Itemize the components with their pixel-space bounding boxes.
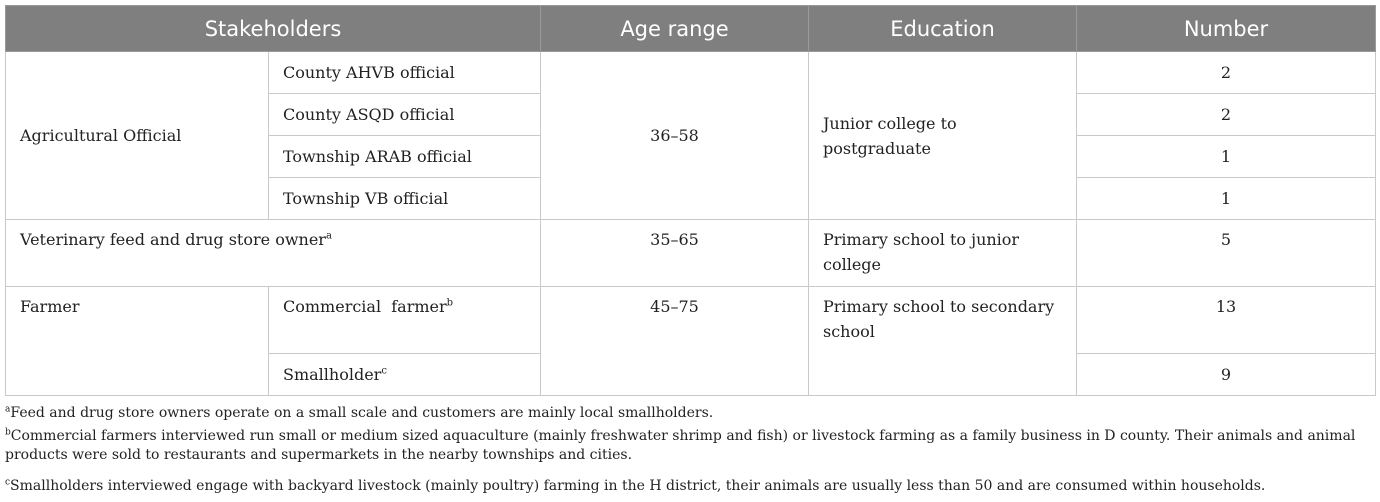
footnote-mark: b (5, 427, 11, 438)
footnote-mark: a (5, 404, 11, 415)
header-education: Education (809, 6, 1077, 52)
role-cell: County AHVB official (269, 52, 541, 94)
table-row (6, 287, 1376, 354)
age-range-cell: 35–65 (541, 220, 809, 287)
education-cell: Junior college to postgraduate (809, 52, 1077, 220)
number-cell: 2 (1077, 94, 1376, 136)
table-row (6, 52, 1376, 94)
number-cell: 5 (1077, 220, 1376, 287)
footnote-b (5, 427, 1375, 465)
group-label: Veterinary feed and drug store owner (20, 230, 326, 249)
number-cell: 2 (1077, 52, 1376, 94)
header-stakeholders: Stakeholders (6, 6, 541, 52)
number-cell: 13 (1077, 287, 1376, 354)
role-label: Commercial farmer (283, 297, 447, 316)
role-cell (269, 287, 541, 354)
age-range-cell: 36–58 (541, 52, 809, 220)
footnote-mark: b (446, 297, 454, 309)
role-cell: County ASQD official (269, 94, 541, 136)
education-cell: Primary school to secondary school (809, 287, 1077, 396)
role-cell: Township VB official (269, 178, 541, 220)
table-row (6, 220, 1376, 287)
stakeholder-table (5, 5, 1376, 396)
footnote-mark: c (381, 365, 387, 377)
number-cell: 9 (1077, 354, 1376, 396)
age-range-cell: 45–75 (541, 287, 809, 396)
group-veterinary-owner (6, 220, 541, 287)
footnote-mark: c (5, 477, 11, 488)
role-label: Smallholder (283, 365, 382, 384)
education-cell: Primary school to junior college (809, 220, 1077, 287)
footnote-a (5, 404, 1375, 423)
role-cell: Township ARAB official (269, 136, 541, 178)
number-cell: 1 (1077, 178, 1376, 220)
footnote-c (5, 477, 1375, 496)
role-cell (269, 354, 541, 396)
header-age-range: Age range (541, 6, 809, 52)
footnote-mark: a (325, 230, 332, 242)
group-agricultural-official: Agricultural Official (6, 52, 269, 220)
header-row (6, 6, 1376, 52)
header-number: Number (1077, 6, 1376, 52)
footnote-text: Smallholders interviewed engage with backyard livestock (mainly poultry) farming in the H district, their animals are usually less than 50 and are consumed within households. (10, 478, 1266, 494)
number-cell: 1 (1077, 136, 1376, 178)
footnote-text: Commercial farmers interviewed run small or medium sized aquaculture (mainly freshwater shrimp and fish) or livestock farming as a family business in D county. Their animals and animal products were sold to restaurants and supermarkets in the nearby townships and cities. (5, 428, 1356, 463)
group-farmer: Farmer (6, 287, 269, 396)
footnote-text: Feed and drug store owners operate on a small scale and customers are mainly local smallholders. (10, 405, 714, 421)
